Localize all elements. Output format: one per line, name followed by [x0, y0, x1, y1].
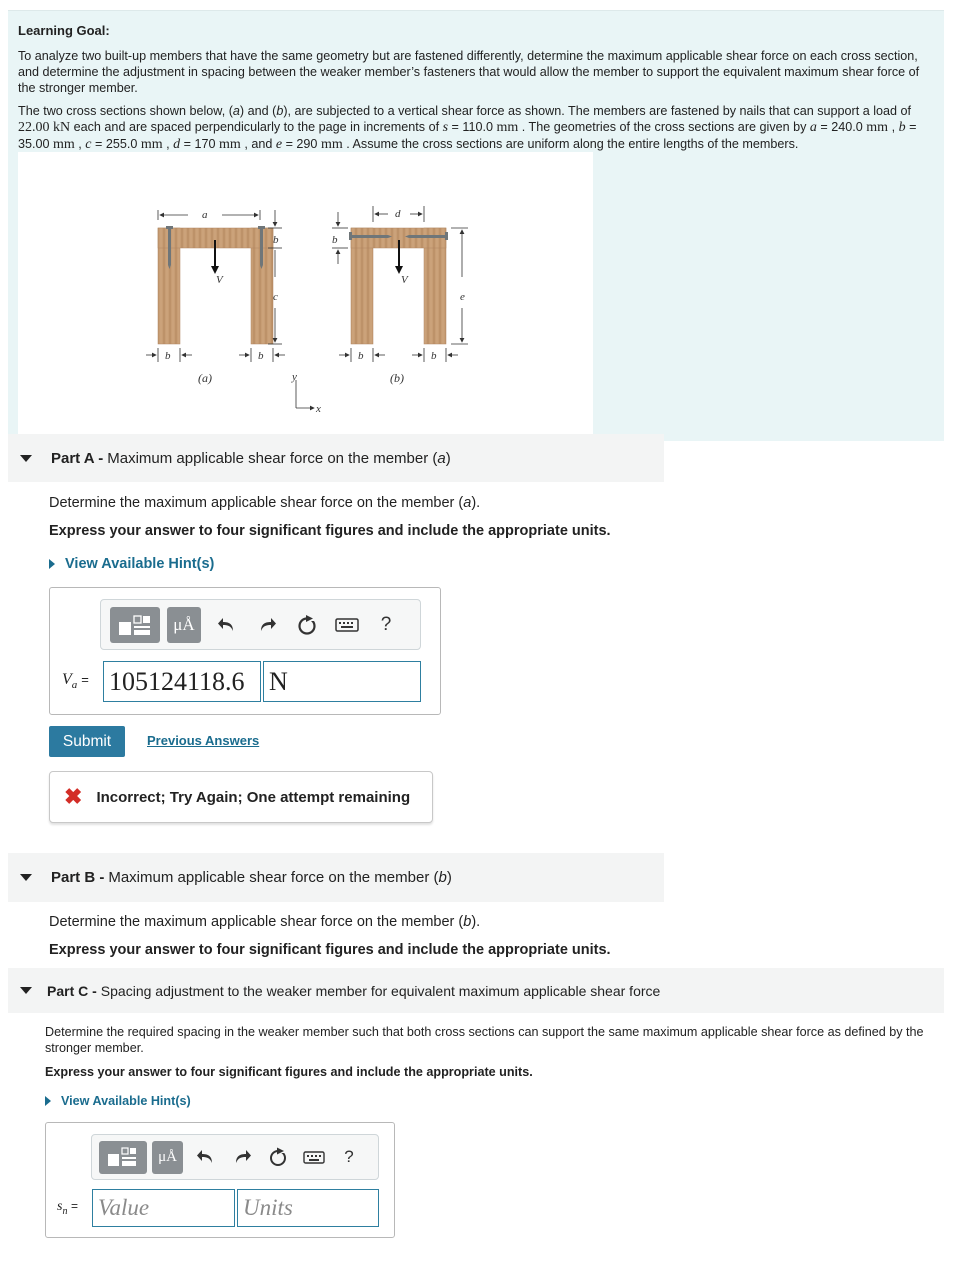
label-d: d [395, 208, 401, 220]
undo-icon[interactable] [215, 607, 239, 643]
redo-icon[interactable] [231, 1141, 253, 1174]
keyboard-icon[interactable] [302, 1141, 326, 1174]
part-a-variable-label: $V_a$ = [62, 671, 89, 692]
nail-icon [445, 232, 448, 240]
part-a-instruction: Express your answer to four significant figures and include the appropriate units. [49, 523, 611, 539]
part-c-question: Determine the required spacing in the weaker member such that both cross sections can support the same maximum applicable shear force as defined by the stronger member. [45, 1025, 924, 1055]
expand-triangle-icon [45, 1096, 51, 1106]
templates-button[interactable] [110, 607, 160, 643]
part-b-question: Determine the maximum applicable shear force on the member (b). [49, 914, 481, 930]
axis-x-label: x [316, 403, 321, 415]
part-c-instruction: Express your answer to four significant figures and include the appropriate units. [45, 1065, 533, 1079]
part-c-hint-link[interactable]: View Available Hint(s) [45, 1094, 191, 1108]
submit-button[interactable]: Submit [49, 726, 125, 757]
member-a [146, 209, 285, 385]
part-a-hint-link[interactable]: View Available Hint(s) [49, 556, 214, 572]
units-button[interactable]: μÅ [152, 1141, 183, 1174]
learning-goal-panel [8, 10, 944, 441]
incorrect-x-icon: ✖ [64, 784, 83, 809]
reset-icon[interactable] [295, 607, 319, 643]
part-b-header[interactable]: Part B - Maximum applicable shear force on the member ( b ) [8, 853, 664, 902]
part-a-units-input[interactable]: N [263, 661, 421, 702]
label-V-a: V [216, 274, 223, 286]
part-c-value-input[interactable]: Value [92, 1189, 235, 1227]
redo-icon[interactable] [255, 607, 279, 643]
label-a: a [202, 209, 208, 221]
part-a-answer-box [49, 587, 441, 715]
feedback-text: Incorrect; Try Again; One attempt remaining [96, 788, 411, 806]
expand-triangle-icon [49, 559, 55, 569]
nail-icon [166, 226, 173, 229]
label-e: e [460, 291, 465, 303]
undo-icon[interactable] [195, 1141, 217, 1174]
cross-section-figure [18, 152, 593, 438]
help-icon[interactable]: ? [344, 1147, 354, 1166]
collapse-caret-icon[interactable] [20, 874, 32, 881]
learning-goal-paragraph-2: The two cross sections shown below, (a) and (b), are subjected to a vertical shear force as shown. The members are fastened by nails that can support a load of 22.00 kN each and are spaced perpendicularly to the page in increments of s = 110.0 mm . The geometries of the cross sections are given by a = 240.0 mm , b = 35.00 mm , c = 255.0 mm , d = 170 mm , and e = 290 mm . Assume the cross sections are uniform along the entire lengths of the members. [18, 104, 917, 152]
nail-icon [258, 226, 265, 229]
part-a-value-input[interactable]: 105124118.6 [103, 661, 261, 702]
member-b [332, 206, 468, 385]
part-a-math-toolbar [100, 599, 421, 650]
templates-icon [107, 1147, 139, 1167]
collapse-caret-icon[interactable] [20, 455, 32, 462]
label-b-a-right: b [258, 350, 264, 362]
feedback-box [49, 771, 433, 823]
axis-y-label: y [292, 371, 297, 383]
templates-button[interactable] [99, 1141, 147, 1174]
part-c-units-input[interactable]: Units [237, 1189, 379, 1227]
units-button[interactable]: μÅ [167, 607, 201, 643]
keyboard-icon[interactable] [334, 607, 360, 643]
label-b-b-vertical: b [332, 234, 338, 246]
part-c-header[interactable]: Part C - Spacing adjustment to the weaker member for equivalent maximum applicable shear force [8, 968, 944, 1013]
part-a-question: Determine the maximum applicable shear force on the member (a). [49, 495, 481, 511]
label-b-a-left: b [165, 350, 171, 362]
label-V-b: V [401, 274, 408, 286]
cross-section-diagram [18, 152, 593, 438]
part-a-header[interactable]: Part A - Maximum applicable shear force on the member ( a ) [8, 434, 664, 482]
part-c-math-toolbar [91, 1134, 379, 1180]
templates-icon [118, 614, 152, 636]
learning-goal-paragraph-1: To analyze two built-up members that have the same geometry but are fastened differently, determine the maximum applicable shear force on each cross section, and determine the adjustment in spacing between the weaker member’s fasteners that would allow the member to support the equivalent maximum shear force of the stronger member. [18, 49, 920, 95]
label-b-a-vertical: b [273, 234, 279, 246]
help-icon[interactable]: ? [380, 613, 392, 635]
caption-a: (a) [198, 371, 212, 385]
previous-answers-link[interactable]: Previous Answers [147, 733, 260, 748]
part-c-variable-label: $s_n$ = [57, 1199, 78, 1217]
collapse-caret-icon[interactable] [20, 987, 32, 994]
part-c-answer-box [45, 1122, 395, 1238]
reset-icon[interactable] [267, 1141, 289, 1174]
label-b-b-right: b [431, 350, 437, 362]
learning-goal-title: Learning Goal: [18, 23, 110, 38]
part-b-instruction: Express your answer to four significant figures and include the appropriate units. [49, 942, 611, 958]
coordinate-axes [291, 371, 321, 415]
label-c: c [273, 291, 278, 303]
caption-b: (b) [390, 371, 404, 385]
label-b-b-left: b [358, 350, 364, 362]
nail-icon [349, 232, 352, 240]
